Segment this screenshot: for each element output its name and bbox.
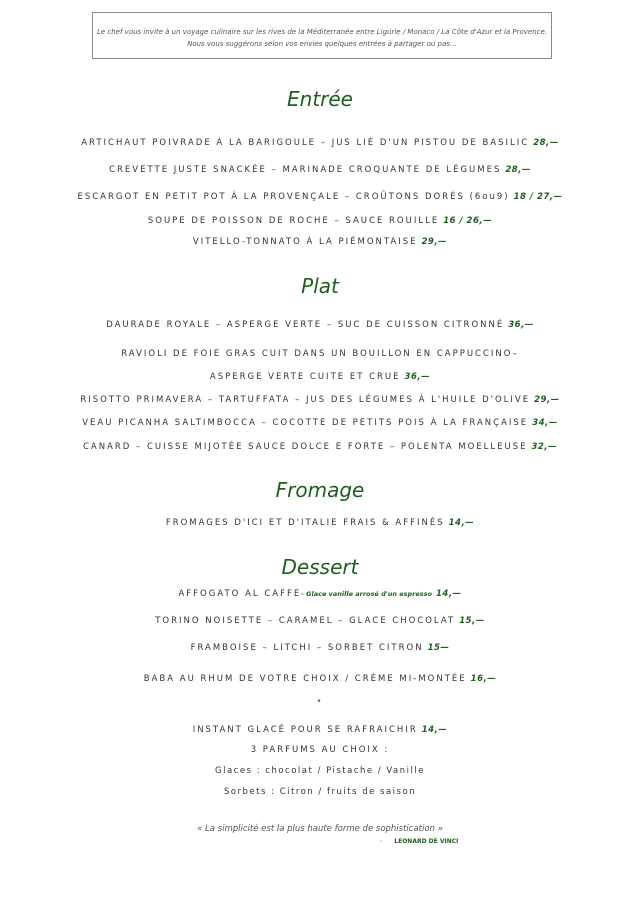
item-price: 16 / 26,—	[443, 216, 493, 226]
section-title-fromage: Fromage	[275, 478, 365, 502]
menu-item: RAVIOLI DE FOIE GRAS CUIT DANS UN BOUILLON EN CAPPUCCINO–	[121, 349, 519, 359]
menu-item: FROMAGES D'ICI ET D'ITALIE FRAIS & AFFINÉS 14,—	[165, 518, 475, 528]
menu-item: CANARD – CUISSE MIJOTÉE SAUCE DOLCE E FORTE – POLENTA MOELLEUSE 32,—	[82, 442, 558, 452]
item-price: 18 / 27,—	[513, 192, 563, 202]
section-title-entree: Entrée	[287, 87, 353, 111]
intro-line-1: Le chef vous invite à un voyage culinaire sur les rives de la Méditerranée entre Ligurie / Monaco / La Côte d'Azur et la Provence.	[96, 28, 548, 36]
menu-item: DAURADE ROYALE – ASPERGE VERTE – SUC DE CUISSON CITRONNÉ 36,—	[106, 320, 534, 330]
menu-item: SOUPE DE POISSON DE ROCHE – SAUCE ROUILLE 16 / 26,—	[147, 216, 493, 226]
menu-item: VEAU PICANHA SALTIMBOCCA – COCOTTE DE PETITS POIS À LA FRANÇAISE 34,—	[82, 418, 558, 428]
item-price: 29,—	[534, 395, 560, 405]
item-price: 14,—	[421, 725, 448, 735]
author-dot: ·	[380, 838, 383, 845]
intro-box	[92, 12, 552, 59]
item-price: 15—	[427, 643, 450, 653]
item-price: 34,—	[532, 418, 558, 428]
menu-item: RISOTTO PRIMAVERA – TARTUFFATA – JUS DES LÉGUMES À L'HUILE D'OLIVE 29,—	[80, 395, 560, 405]
menu-item: AFFOGATO AL CAFFE- Glace vanille arrosé d'un espresso 14,—	[178, 589, 462, 599]
item-price: 14,—	[435, 589, 462, 599]
menu-item: INSTANT GLACÉ POUR SE RAFRAICHIR 14,—	[192, 725, 448, 735]
menu-item: FRAMBOISE – LITCHI – SORBET CITRON 15—	[190, 643, 450, 653]
item-price: 32,—	[531, 442, 558, 452]
item-price: 16,—	[470, 674, 497, 684]
menu-item: ARTICHAUT POIVRADE À LA BARIGOULE – JUS LIÉ D'UN PISTOU DE BASILIC 28,—	[81, 138, 559, 148]
item-price: 15,—	[459, 616, 485, 626]
quote-author: · LEONARD DE VINCI	[380, 838, 459, 845]
menu-item: VITELLO-TONNATO À LA PIÉMONTAISE 29,—	[192, 237, 448, 247]
section-title-plat: Plat	[301, 274, 339, 298]
quote-text: « La simplicité est la plus haute forme de sophistication »	[197, 824, 443, 834]
menu-item: BABA AU RHUM DE VOTRE CHOIX / CRÈME MI-MONTÉE 16,—	[143, 674, 497, 684]
item-price: 29,—	[421, 237, 448, 247]
section-title-dessert: Dessert	[281, 555, 359, 579]
intro-line-2: Nous vous suggérons selon vos envies quelques entrées à partager ou pas…	[187, 40, 457, 48]
item-price: 28,—	[533, 138, 559, 148]
menu-item: ASPERGE VERTE CUITE ET CRUE 36,—	[209, 372, 431, 382]
glaces-list: Glaces : chocolat / Pistache / Vanille	[215, 766, 425, 776]
parfums-label: 3 PARFUMS AU CHOIX :	[250, 745, 390, 755]
item-price: 36,—	[404, 372, 431, 382]
menu-item: CREVETTE JUSTE SNACKÉE – MARINADE CROQUANTE DE LÉGUMES 28,—	[109, 165, 531, 175]
menu-item: ESCARGOT EN PETIT POT À LA PROVENÇALE – CROÛTONS DORÉS (6ou9) 18 / 27,—	[77, 192, 563, 202]
item-note: - Glace vanille arrosé d'un espresso	[301, 590, 432, 598]
item-price: 28,—	[505, 165, 531, 175]
sorbets-list: Sorbets : Citron / fruits de saison	[223, 787, 417, 797]
item-price: 36,—	[508, 320, 534, 330]
separator-dot: •	[316, 697, 324, 707]
menu-item: TORINO NOISETTE – CARAMEL – GLACE CHOCOLAT 15,—	[155, 616, 485, 626]
item-price: 14,—	[448, 518, 475, 528]
